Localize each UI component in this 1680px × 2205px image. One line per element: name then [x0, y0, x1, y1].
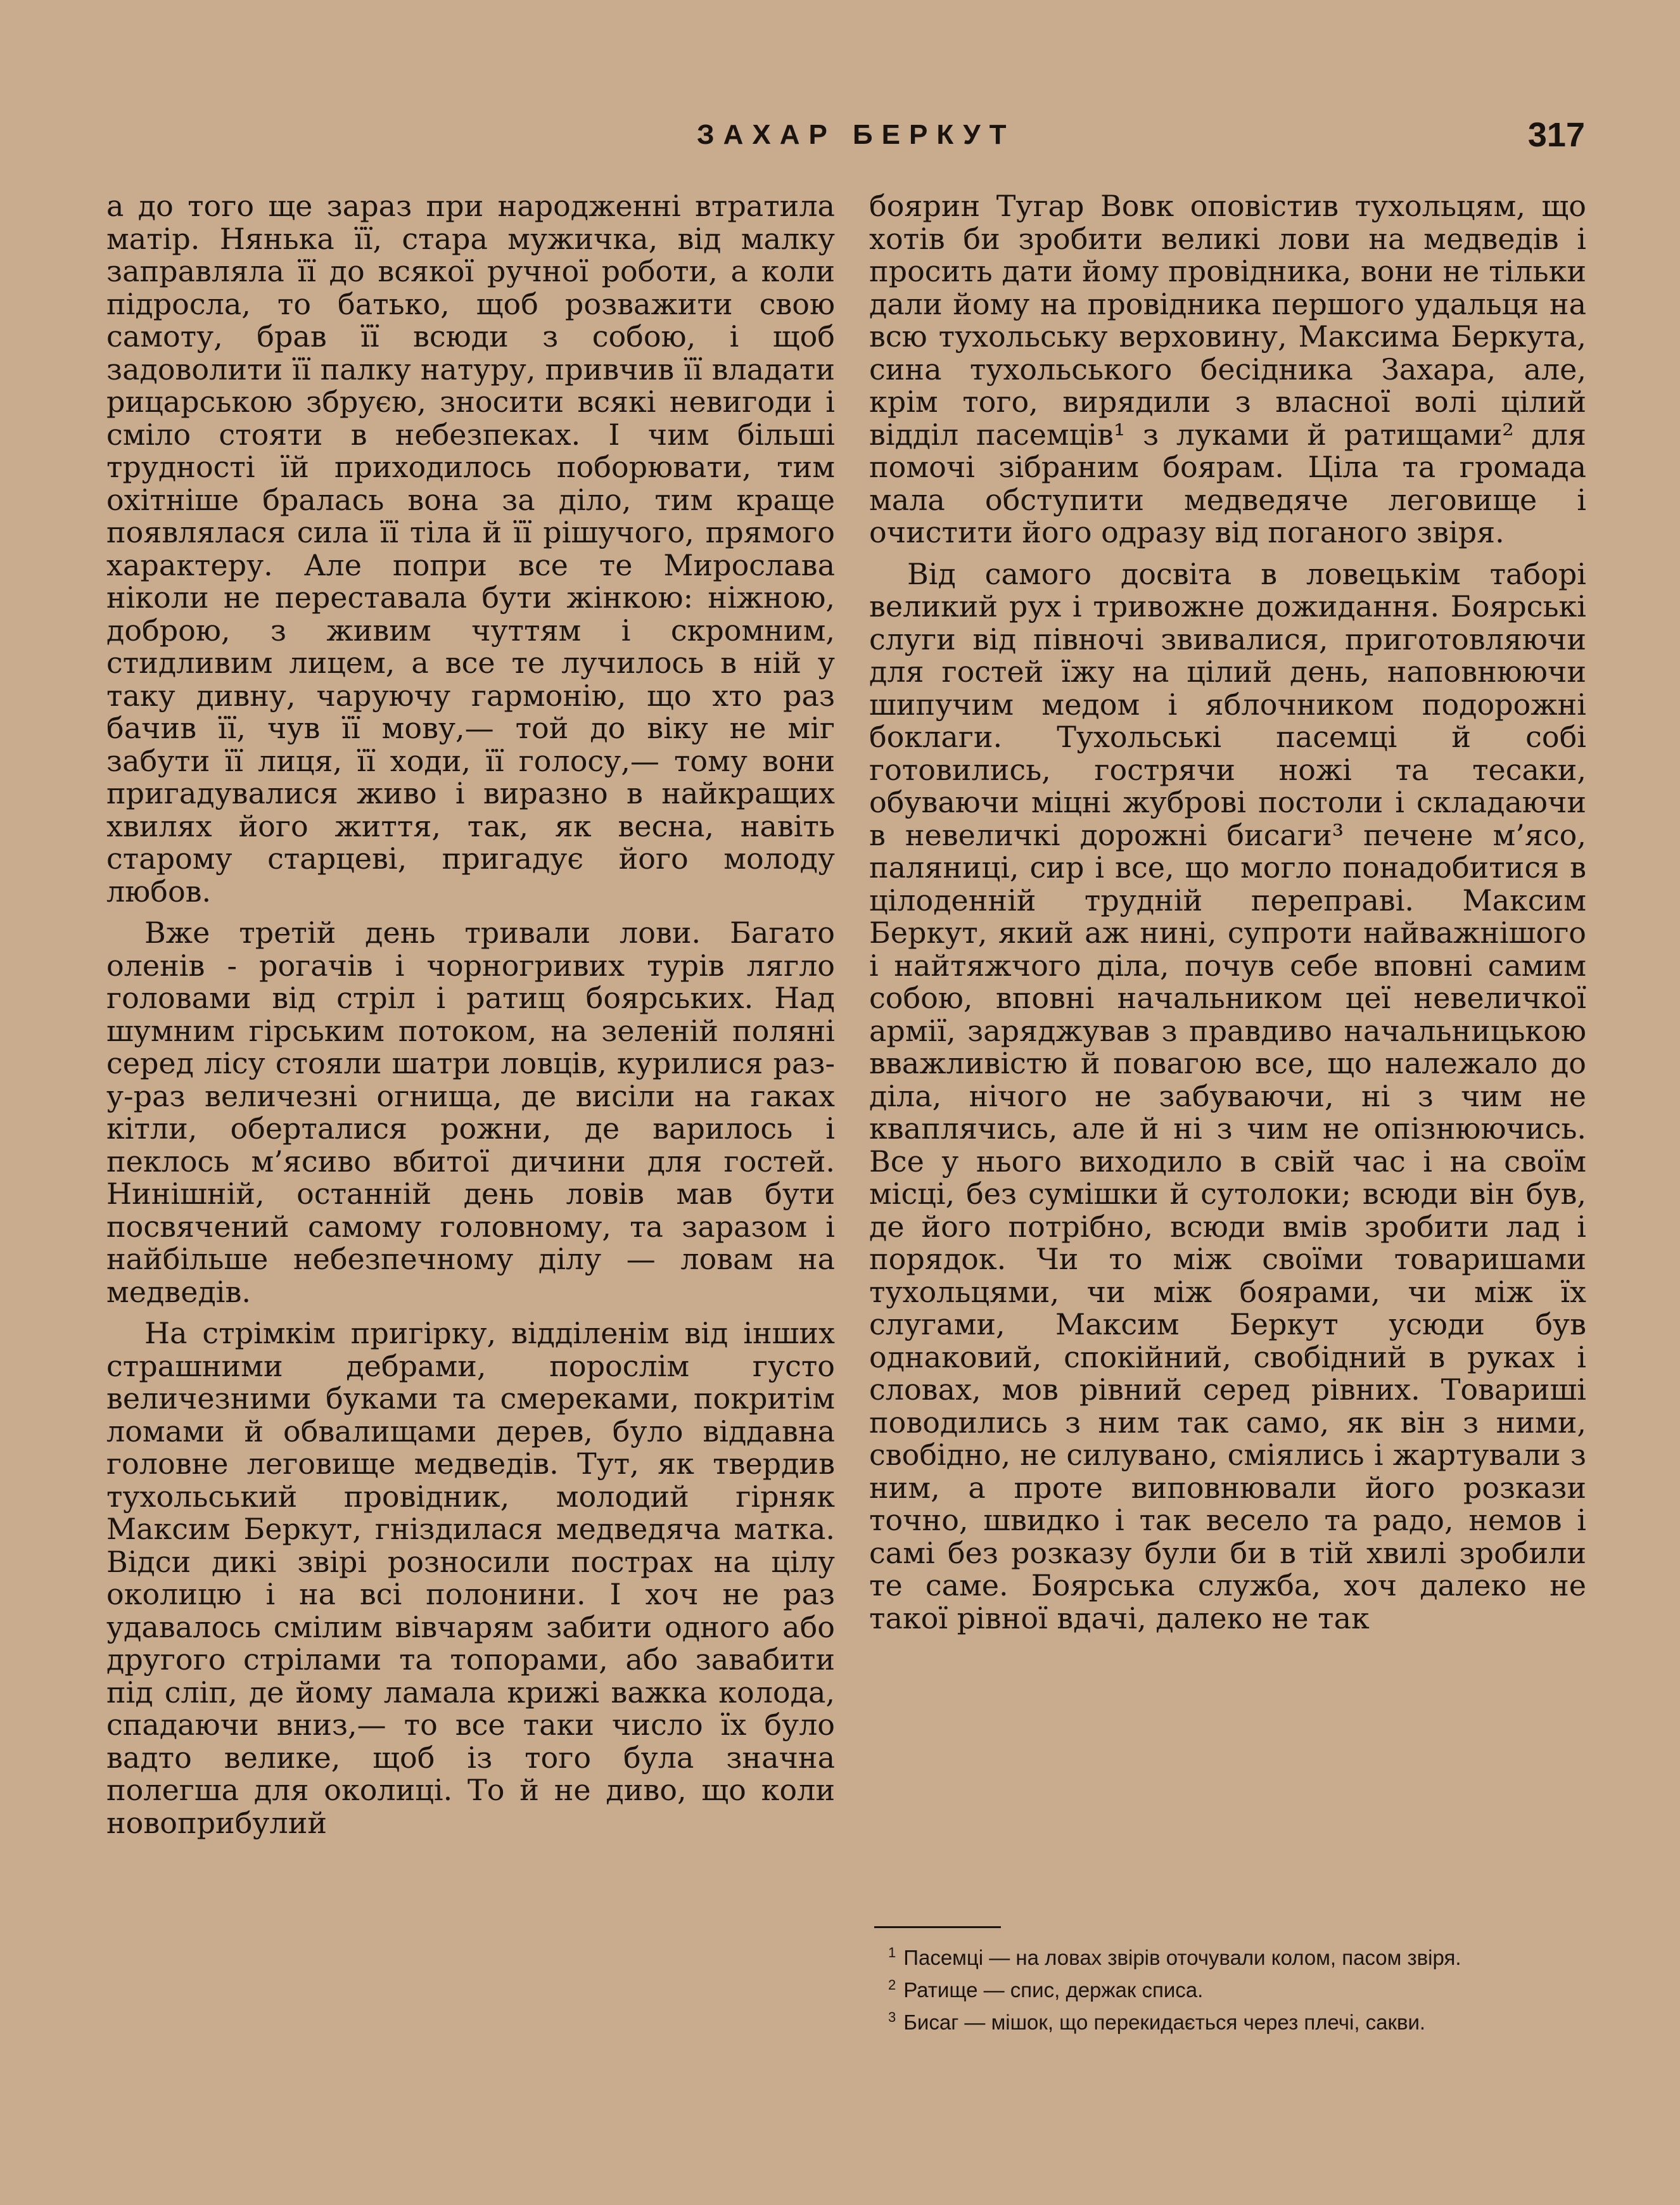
right-column [869, 190, 1586, 1644]
footnote-divider [874, 1926, 1001, 1928]
footnote-1 [869, 1940, 1586, 1970]
footnotes [869, 1940, 1586, 2037]
footnote-mark: 2 [888, 1977, 896, 1993]
paragraph: а до того ще зараз при народженні втратила матір. Нянька її, стара мужичка, від малку заправляла її до всякої ручної роботи, а коли підросла, то батько, щоб розважити свою самоту, брав її всюди з собою, і щоб задоволити її палку натуру, привчив її владати рицарською збруєю, зносити всякі невигоди і сміло стояти в небезпеках. І чим більші трудності їй приходилось поборювати, тим охітніше бралась вона за діло, тим краще появлялася сила її тіла й її рішучого, прямого характеру. Але попри все те Мирослава ніколи не переставала бути жінкою: ніжною, доброю, з живим чуттям і скромним, стидливим лицем, а все те лучилось в ній у таку дивну, чаруючу гармонію, що хто раз бачив її, чув її мову,— той до віку не міг забути її лиця, її ходи, її голосу,— тому вони пригадувалися живо і виразно в найкращих хвилях його життя, так, як весна, навіть старому старцеві, пригадує його молоду любов. [106, 189, 835, 909]
footnote-2 [869, 1972, 1586, 2002]
footnote-text: Ратище — спис, держак списа. [903, 1978, 1204, 2002]
paragraph: боярин Тугар Вовк оповістив тухольцям, що хотів би зробити великі лови на медведів і просить дати йому провідника, вони не тільки дали йому на провідника першого удальця на всю тухольську верховину, Максима Беркута, сина тухольського бесідника Захара, але, крім того, вирядили з власної волі цілий відділ пасемців¹ з луками й ратищами² для помочі зібраним боярам. Ціла та громада мала обступити медведяче леговище і очистити його одразу від поганого звіря. [869, 189, 1586, 549]
page-number: 317 [1527, 116, 1585, 154]
page-header [0, 116, 1680, 163]
running-title: ЗАХАР БЕРКУТ [697, 119, 1015, 150]
footnote-mark: 3 [888, 2009, 896, 2025]
left-column [106, 190, 835, 1848]
footnote-text: Бисаг — мішок, що перекидається через плечі, сакви. [903, 2010, 1426, 2034]
paragraph: Вже третій день тривали лови. Багато оленів - рогачів і чорногривих турів лягло головами від стріл і ратищ боярських. Над шумним гірським потоком, на зеленій поляні серед лісу стояли шатри ловців, курилися раз-у-раз величезні огнища, де висіли на гаках кітли, оберталися рожни, де варилось і пеклось м’ясиво вбитої дичини для гостей. Нинішній, останній день ловів мав бути посвячений самому головному, та заразом і найбільше небезпечному ділу — ловам на медведів. [106, 916, 835, 1309]
footnote-3 [869, 2005, 1586, 2035]
paragraph: На стрімкім пригірку, відділенім від інших страшними дебрами, порослім густо величезними буками та смереками, покритім ломами й обвалищами дерев, було віддавна головне леговище медведів. Тут, як твердив тухольський провідник, молодий гірняк Максим Беркут, гніздилася медведяча матка. Відси дикі звірі розносили пострах на цілу околицю і на всі полонини. І хоч не раз удавалось смілим вівчарям забити одного або другого стрілами та топорами, або завабити під сліп, де йому ламала крижі важка колода, спадаючи вниз,— то все таки число їх було вадто велике, щоб із того була значна полегша для околиці. То й не диво, що коли новоприбулий [106, 1316, 835, 1840]
paragraph: Від самого досвіта в ловецькім таборі великий рух і тривожне дожидання. Боярські слуги від півночі звивалися, приготовляючи для гостей їжу на цілий день, наповнюючи шипучим медом і яблочником подорожні боклаги. Тухольські пасемці й собі готовились, гострячи ножі та тесаки, обуваючи міцні жуброві постоли і складаючи в невеличкі дорожні бисаги³ печене м’ясо, паляниці, сир і все, що могло понадобитися в цілоденній трудній переправі. Максим Беркут, який аж нині, супроти найважнішого і найтяжчого діла, почув себе вповні самим собою, вповні начальником цеї невеличкої армії, заряджував з правдиво начальницькою вважливістю й повагою все, що належало до діла, нічого не забуваючи, ні з чим не кваплячись, але й ні з чим не опізнюючись. Все у нього виходило в свій час і на своїм місці, без сумішки й сутолоки; всюди він був, де його потрібно, всюди вмів зробити лад і порядок. Чи то між своїми товаришами тухольцями, чи між боярами, чи між їх слугами, Максим Беркут усюди був однаковий, спокійний, свобідний в руках і словах, мов рівний серед рівних. Товариші поводились з ним так само, як він з ними, свобідно, не силувано, сміялись і жартували з ним, а проте виповнювали його розкази точно, швидко і так весело та радо, немов і самі без розказу були би в тій хвилі зробили те саме. Боярська служба, хоч далеко не такої рівної вдачі, далеко не так [869, 556, 1586, 1635]
footnote-text: Пасемці — на ловах звірів оточували колом, пасом звіря. [903, 1946, 1461, 1969]
footnote-mark: 1 [888, 1945, 896, 1960]
